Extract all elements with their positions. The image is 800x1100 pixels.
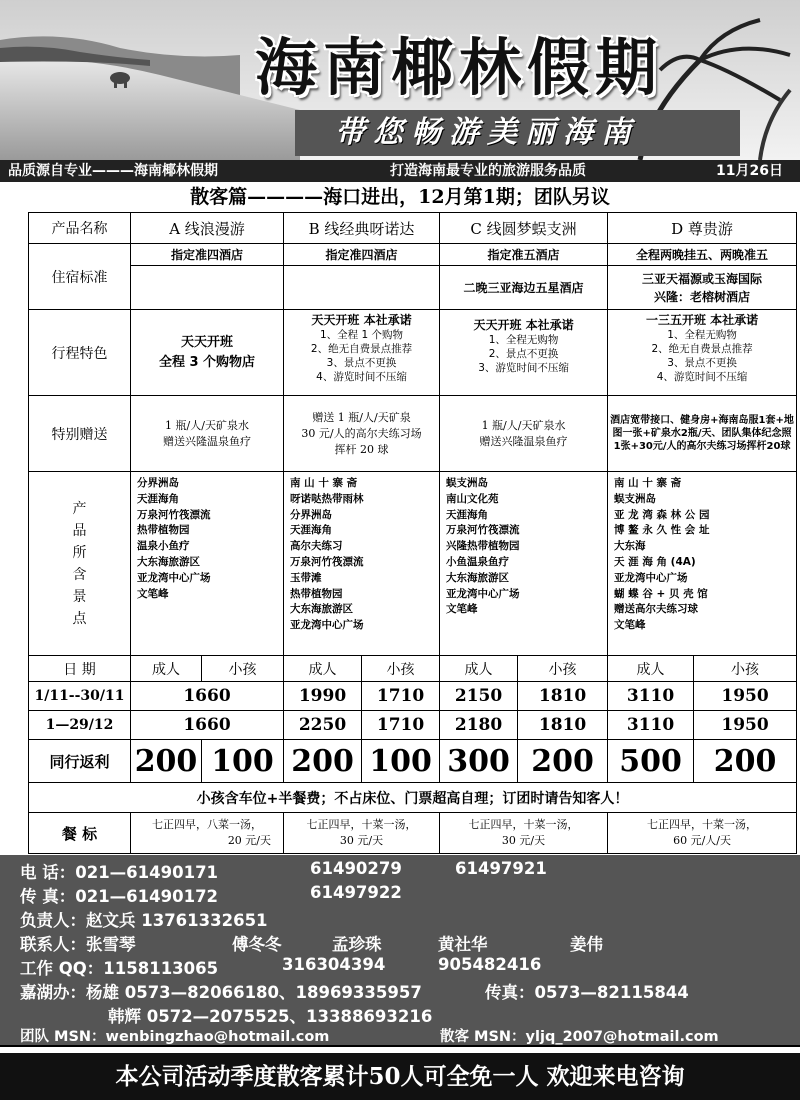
- gifts-d: 酒店宽带接口、健身房+海南岛服1套+地图一张+矿泉水2瓶/天、团队集体纪念照1张+30元/人的高尔夫练习场挥杆20球: [608, 396, 797, 472]
- price-date: 1/11--30/11: [29, 682, 131, 711]
- rebate-a-adult: 200: [131, 740, 202, 783]
- hotel-row-2: [29, 266, 797, 310]
- staff-name: 傅冬冬: [232, 935, 282, 954]
- features-d: [608, 310, 797, 396]
- spot-item: 大东海旅游区: [446, 571, 510, 584]
- product-table: [28, 212, 797, 854]
- product-b: B 线经典呀诺达: [284, 213, 440, 244]
- meal-b-line-1: 七正四早，十菜一汤，: [306, 818, 417, 831]
- jiaxing-contact: 嘉湖办：杨雄 0573—82066180、18969335957: [20, 983, 422, 1002]
- spot-item: 兴隆热带植物园: [446, 540, 520, 553]
- hotel-c-extra: 二晚三亚海边五星酒店: [440, 266, 608, 310]
- spots-label-char: 含: [72, 566, 87, 583]
- features-c-line: 3、游览时间不压缩: [478, 362, 569, 374]
- product-a: A 线浪漫游: [131, 213, 284, 244]
- gifts-c-line-2: 赠送兴隆温泉鱼疗: [479, 434, 568, 448]
- jiaxing-contact-2: 韩辉 0572—2075525、13388693216: [108, 1007, 433, 1026]
- meal-label: 餐 标: [29, 813, 131, 854]
- rebate-c-child: 200: [518, 740, 608, 783]
- spot-item: 万泉河竹筏漂流: [446, 524, 520, 537]
- divider: [0, 1045, 800, 1053]
- spot-item: 南 山 十 寨 斋: [290, 477, 358, 489]
- spot-item: 亚龙湾中心广场: [614, 571, 688, 584]
- child-label: 小孩: [518, 656, 608, 682]
- hotel-a-extra: [131, 266, 284, 310]
- meal-b-line-2: 30 元/天: [339, 834, 384, 847]
- meal-a-line-1: 七正四早，八菜一汤，: [152, 818, 262, 831]
- spots-d: [608, 472, 797, 656]
- spot-item: 玉带滩: [290, 571, 322, 584]
- hotel-c: 指定准五酒店: [440, 244, 608, 266]
- spot-item: 小鱼温泉鱼疗: [446, 555, 510, 568]
- meal-d: [608, 813, 797, 854]
- rebate-b-child: 100: [362, 740, 440, 783]
- adult-label: 成人: [284, 656, 362, 682]
- spot-item: 南 山 十 寨 斋: [614, 477, 682, 489]
- gifts-a-line-2: 赠送兴隆温泉鱼疗: [163, 434, 251, 448]
- fax-secondary: 61497922: [310, 883, 402, 902]
- meal-b: [284, 813, 440, 854]
- spot-item: 南山文化苑: [446, 492, 499, 505]
- meal-d-line-1: 七正四早，十菜一汤，: [647, 818, 758, 831]
- header-banner: [0, 0, 800, 160]
- msn-single: 散客 MSN：yljq_2007@hotmail.com: [440, 1029, 719, 1045]
- gifts-b-line-3: 挥杆 20 球: [334, 442, 389, 456]
- child-label: 小孩: [362, 656, 440, 682]
- rebate-a-child: 100: [202, 740, 284, 783]
- strap-left-text: 品质源自专业———海南椰林假期: [8, 163, 218, 179]
- meal-c: [440, 813, 608, 854]
- phone-tertiary: 61497921: [455, 859, 547, 878]
- staff-name: 姜伟: [570, 935, 603, 954]
- strap-date: 11月26日: [716, 163, 783, 179]
- product-c: C 线圆梦蜈支洲: [440, 213, 608, 244]
- note-row: [29, 783, 797, 813]
- spot-item: 大东海旅游区: [290, 603, 354, 616]
- price-a: 1660: [131, 682, 284, 711]
- spot-item: 万泉河竹筏漂流: [290, 555, 364, 568]
- spot-item: 蜈支洲岛: [614, 492, 657, 505]
- spot-item: 亚龙湾中心广场: [290, 619, 364, 632]
- rebate-c-adult: 300: [440, 740, 518, 783]
- page-subtitle: 散客篇————海口进出，12月第1期；团队另议: [190, 186, 610, 208]
- features-b-line: 2、绝无自费景点推荐: [310, 343, 413, 355]
- features-d-line: 3、景点不更换: [667, 357, 737, 369]
- meal-c-line-2: 30 元/天: [501, 834, 546, 847]
- spot-item: 大东海: [614, 540, 646, 553]
- staff-name: 联系人：张雪琴: [20, 935, 136, 954]
- gifts-a: [131, 396, 284, 472]
- features-b-line: 3、景点不更换: [326, 357, 397, 369]
- spot-item: 蝴 蝶 谷 + 贝 壳 馆: [614, 587, 708, 600]
- spot-item: 分界洲岛: [137, 477, 179, 489]
- spot-item: 亚龙湾中心广场: [137, 571, 211, 584]
- price-row: [29, 711, 797, 740]
- phone-secondary: 61490279: [310, 859, 402, 878]
- spots-label: [29, 472, 131, 656]
- qq-secondary: 316304394: [282, 955, 386, 974]
- gifts-row: [29, 396, 797, 472]
- features-b-title: 天天开班 本社承诺: [311, 313, 412, 327]
- child-label: 小孩: [694, 656, 797, 682]
- spot-item: 文笔峰: [446, 603, 478, 616]
- adult-label: 成人: [131, 656, 202, 682]
- contact-panel: [0, 855, 800, 1045]
- spot-item: 文笔峰: [137, 587, 169, 600]
- price-d-adult: 3110: [608, 711, 694, 740]
- meal-c-line-1: 七正四早，十菜一汤，: [468, 818, 579, 831]
- spots-label-char: 点: [72, 610, 87, 627]
- spot-item: 热带植物园: [137, 524, 190, 537]
- rebate-b-adult: 200: [284, 740, 362, 783]
- price-d-child: 1950: [694, 711, 797, 740]
- price-c-adult: 2150: [440, 682, 518, 711]
- rebate-d-child: 200: [694, 740, 797, 783]
- spots-label-char: 产: [72, 500, 87, 517]
- gifts-a-line-1: 1 瓶/人/天矿泉水: [165, 418, 249, 432]
- jiaxing-fax: 传真：0573—82115844: [485, 983, 689, 1002]
- price-header-row: [29, 656, 797, 682]
- spot-item: 万泉河竹筏漂流: [137, 508, 211, 521]
- rebate-label: 同行返利: [29, 740, 131, 783]
- spots-c: [440, 472, 608, 656]
- hotel-d: 全程两晚挂五、两晚准五: [608, 244, 797, 266]
- qq-tertiary: 905482416: [438, 955, 542, 974]
- strap-mid-text: 打造海南最专业的旅游服务品质: [390, 163, 586, 179]
- meal-a: [131, 813, 284, 854]
- fax-primary: 传 真：021—61490172: [20, 887, 219, 906]
- features-d-line: 1、全程无购物: [667, 329, 737, 341]
- price-a: 1660: [131, 711, 284, 740]
- gifts-b: [284, 396, 440, 472]
- spot-item: 天 涯 海 角 (4A): [614, 555, 696, 568]
- features-d-line: 4、游览时间不压缩: [656, 371, 748, 383]
- product-d: D 尊贵游: [608, 213, 797, 244]
- spot-item: 温泉小鱼疗: [137, 540, 190, 553]
- price-c-adult: 2180: [440, 711, 518, 740]
- hotel-b: 指定准四酒店: [284, 244, 440, 266]
- price-c-child: 1810: [518, 711, 608, 740]
- price-c-child: 1810: [518, 682, 608, 711]
- spot-item: 文笔峰: [614, 619, 646, 632]
- spots-b: [284, 472, 440, 656]
- hotel-a: 指定准四酒店: [131, 244, 284, 266]
- gifts-c: [440, 396, 608, 472]
- spot-item: 亚 龙 湾 森 林 公 园: [614, 508, 710, 521]
- slogan-banner: 带您畅游美丽海南: [295, 110, 740, 156]
- meal-a-line-2: 20 元/天: [227, 834, 272, 847]
- hotel-row-1: [29, 244, 797, 266]
- price-d-adult: 3110: [608, 682, 694, 711]
- rebate-row: [29, 740, 797, 783]
- staff-name: 孟珍珠: [332, 935, 382, 954]
- spot-item: 博 鳌 永 久 性 会 址: [614, 524, 710, 537]
- price-b-child: 1710: [362, 711, 440, 740]
- spots-label-char: 品: [72, 522, 87, 539]
- adult-label: 成人: [440, 656, 518, 682]
- features-c-line: 2、景点不更换: [488, 348, 559, 360]
- features-c-title: 天天开班 本社承诺: [473, 318, 574, 332]
- hotel-d-extra: [608, 266, 797, 310]
- hotel-label: 住宿标准: [29, 244, 131, 310]
- spot-item: 热带植物园: [290, 587, 343, 600]
- qq-primary: 工作 QQ：1158113065: [20, 959, 219, 978]
- features-d-title: 一三五开班 本社承诺: [645, 313, 759, 327]
- features-a: [131, 310, 284, 396]
- hotel-b-extra: [284, 266, 440, 310]
- hotel-d-line-1: 三亚天福源或玉海国际: [642, 271, 763, 286]
- features-b: [284, 310, 440, 396]
- footer-promo: 本公司活动季度散客累计50人可全免一人 欢迎来电咨询: [0, 1053, 800, 1100]
- features-c-line: 1、全程无购物: [488, 334, 559, 346]
- features-d-line: 2、绝无自费景点推荐: [651, 343, 753, 355]
- meal-d-line-2: 60 元/人/天: [673, 834, 731, 847]
- rebate-d-adult: 500: [608, 740, 694, 783]
- spot-item: 亚龙湾中心广场: [446, 587, 520, 600]
- spot-item: 天涯海角: [446, 508, 489, 521]
- spot-item: 天涯海角: [137, 492, 179, 505]
- hotel-d-line-2: 兴隆：老榕树酒店: [654, 289, 751, 304]
- spots-row: [29, 472, 797, 656]
- spot-item: 天涯海角: [290, 524, 333, 537]
- features-a-line-2: 全程 3 个购物店: [158, 354, 256, 370]
- spots-label-char: 景: [72, 588, 87, 605]
- spots-label-char: 所: [72, 544, 87, 561]
- adult-label: 成人: [608, 656, 694, 682]
- spot-item: 呀诺哒热带雨林: [290, 492, 364, 505]
- features-label: 行程特色: [29, 310, 131, 396]
- spots-a: [131, 472, 284, 656]
- product-name-row: [29, 213, 797, 244]
- spot-item: 蜈支洲岛: [446, 477, 489, 489]
- main-title: 海南椰林假期: [255, 31, 664, 104]
- spot-item: 大东海旅游区: [137, 555, 200, 568]
- staff-name: 黄社华: [438, 935, 488, 954]
- msn-team: 团队 MSN：wenbingzhao@hotmail.com: [20, 1029, 330, 1045]
- child-note: 小孩含车位+半餐费；不占床位、门票超高自理；订团时请告知客人！: [29, 783, 797, 813]
- child-label: 小孩: [202, 656, 284, 682]
- spot-item: 高尔夫练习: [290, 540, 343, 553]
- meal-row: [29, 813, 797, 854]
- features-c: [440, 310, 608, 396]
- spot-item: 赠送高尔夫练习球: [614, 603, 699, 616]
- gifts-c-line-1: 1 瓶/人/天矿泉水: [481, 418, 566, 432]
- price-b-child: 1710: [362, 682, 440, 711]
- features-row: [29, 310, 797, 396]
- price-d-child: 1950: [694, 682, 797, 711]
- date-label: 日 期: [29, 656, 131, 682]
- features-a-line-1: 天天开班: [181, 334, 234, 350]
- head-label: 产品名称: [29, 213, 131, 244]
- price-date: 1—29/12: [29, 711, 131, 740]
- gifts-b-line-1: 赠送 1 瓶/人/天矿泉: [312, 410, 411, 424]
- price-b-adult: 1990: [284, 682, 362, 711]
- features-b-line: 4、游览时间不压缩: [316, 371, 407, 383]
- strap-bar: [0, 160, 800, 182]
- price-row: [29, 682, 797, 711]
- gifts-b-line-2: 30 元/人的高尔夫练习场: [301, 426, 422, 440]
- manager-text: 负责人：赵文兵 13761332651: [20, 911, 268, 930]
- gifts-label: 特别赠送: [29, 396, 131, 472]
- phone-primary: 电 话：021—61490171: [20, 863, 219, 882]
- spot-item: 分界洲岛: [290, 508, 333, 521]
- price-b-adult: 2250: [284, 711, 362, 740]
- features-b-line: 1、全程 1 个购物: [320, 329, 404, 341]
